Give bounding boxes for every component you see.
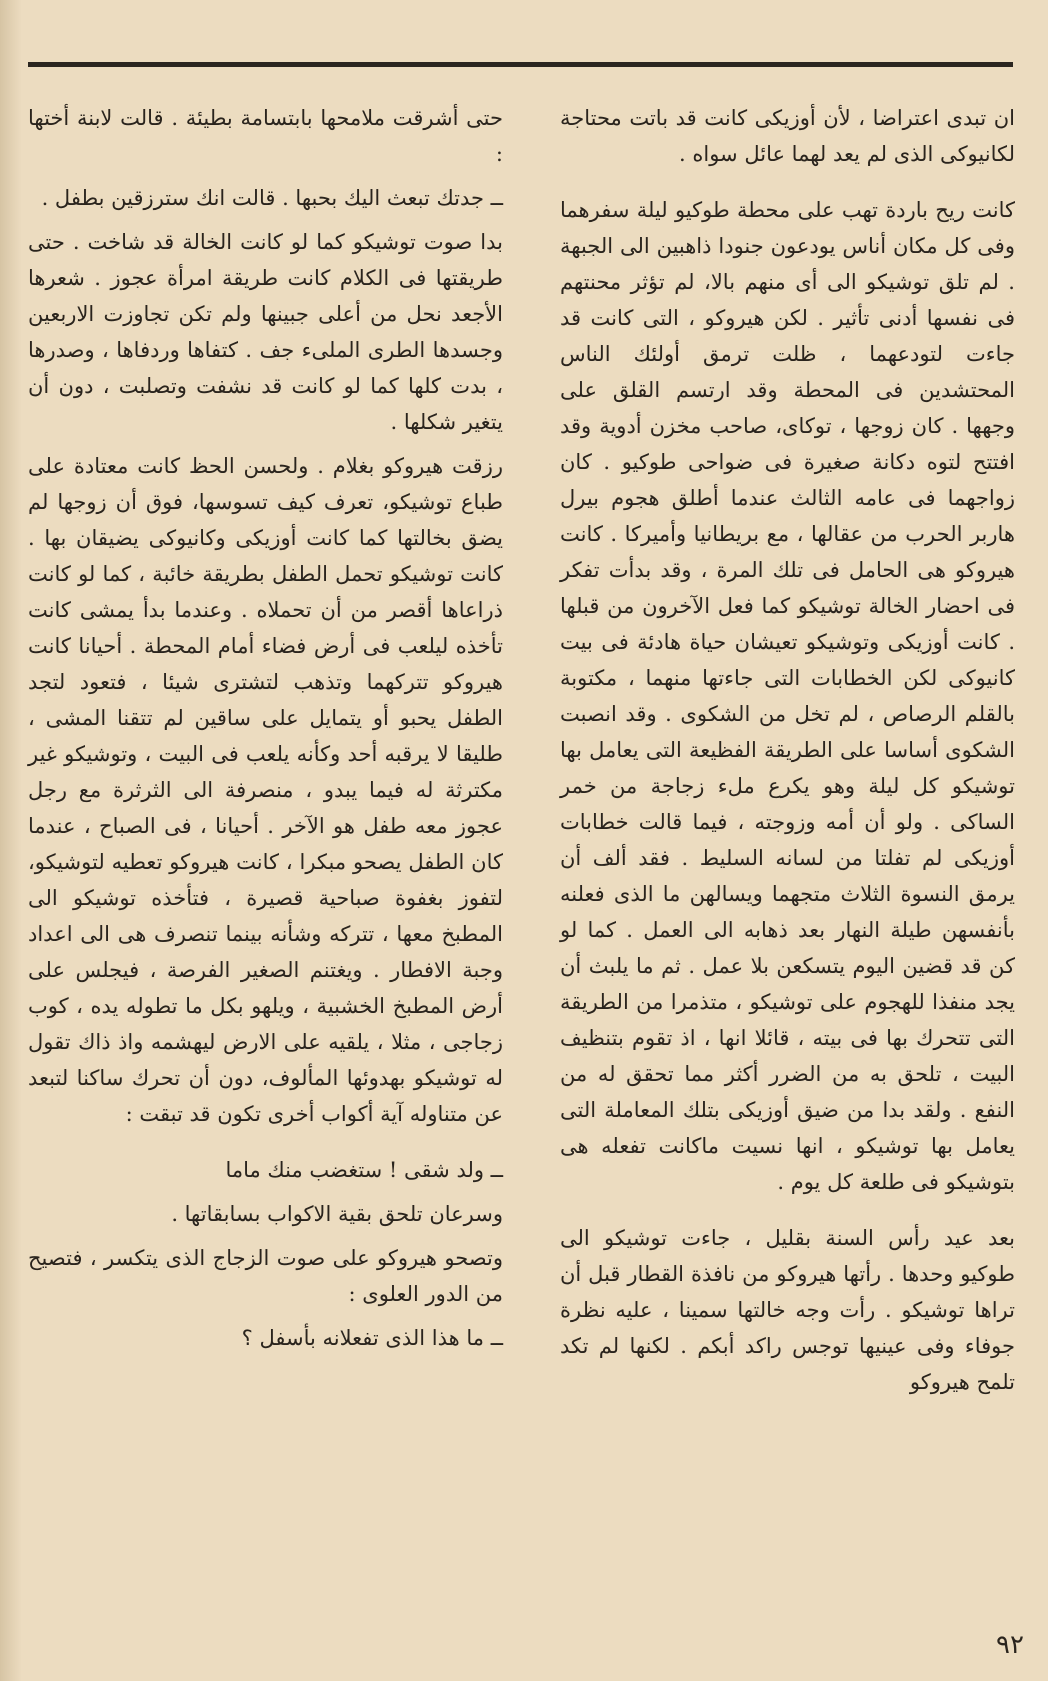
- paragraph: رزقت هيروكو بغلام . ولحسن الحظ كانت معتادة على طباع توشيكو، تعرف كيف تسوسها، فوق أن زوجها لم يضق بخالتها كما كانت أوزيكى وكانيوكى يضيقان بها . كانت توشيكو تحمل الطفل بطريقة خائبة ، كما لو كانت ذراعاها أقصر من أن تحملاه . وعندما بدأ يمشى كانت تأخذه ليلعب فى أرض فضاء أمام المحطة . أحيانا كانت هيروكو تتركهما وتذهب لتشترى شيئا ، فتعود لتجد الطفل يحبو أو يتمايل على ساقين لم تتقنا المشى ، طليقا لا يرقبه أحد وكأنه يلعب فى البيت ، وتوشيكو غير مكترثة له فيما يبدو ، منصرفة الى الثرثرة مع رجل عجوز معه طفل هو الآخر . أحيانا ، فى الصباح ، عندما كان الطفل يصحو مبكرا ، كانت هيروكو تعطيه لتوشيكو، لتفوز بغفوة صباحية قصيرة ، فتأخذه توشيكو الى المطبخ معها ، تتركه وشأنه بينما تنصرف هى الى اعداد وجبة الافطار . ويغتنم الصغير الفرصة ، فيجلس على أرض المطبخ الخشبية ، ويلهو بكل ما تطوله يده ، كوب زجاجى ، مثلا ، يلقيه على الارض ليهشمه واذ ذاك تقول له توشيكو بهدوئها المألوف، دون أن تحرك ساكنا لتبعد عن متناوله آية أكواب أخرى تكون قد تبقت :: [28, 454, 503, 1126]
- binding-shadow: [0, 0, 22, 1681]
- paragraph: كانت ريح باردة تهب على محطة طوكيو ليلة سفرهما وفى كل مكان أناس يودعون جنودا ذاهبين الى الجبهة . لم تلق توشيكو الى أى منهم بالا، لم تؤثر محنتهم فى نفسها أدنى تأثير . لكن هيروكو ، التى كانت قد جاءت لتودعهما ، ظلت ترمق أولئك الناس المحتشدين فى المحطة وقد ارتسم القلق على وجهها . كان زوجها ، توكاى، صاحب مخزن أدوية وقد افتتح لتوه دكانة صغيرة فى ضواحى طوكيو . كان زواجهما فى عامه الثالث عندما أطلق هجوم بيرل هاربر الحرب من عقالها ، مع بريطانيا وأميركا . كانت هيروكو هى الحامل فى تلك المرة ، وقد بدأت تفكر فى احضار الخالة توشيكو كما فعل الآخرون من قبلها . كانت أوزيكى وتوشيكو تعيشان حياة هادئة فى بيت كانيوكى لكن الخطابات التى جاءتها منهما ، مكتوبة بالقلم الرصاص ، لم تخل من الشكوى . وقد انصبت الشكوى أساسا على الطريقة الفظيعة التى يعامل بها توشيكو كل ليلة وهو يكرع ملء زجاجة من خمر الساكى . ولو أن أمه وزوجته ، فيما قالت خطابات أوزيكى لم تفلتا من لسانه السليط . فقد ألف أن يرمق النسوة الثلاث متجهما ويسالهن ما الذى فعلنه بأنفسهن طيلة النهار بعد ذهابه الى العمل . كما لو كن قد قضين اليوم يتسكعن بلا عمل . ثم ما يلبث أن يجد منفذا للهجوم على توشيكو ، متذمرا من الطريقة التى تتحرك بها فى بيته ، قائلا انها ، اذ تقوم بتنظيف البيت ، تلحق به من الضرر أكثر مما تحقق له من النفع . ولقد بدا من ضيق أوزيكى بتلك المعاملة التى يعامل بها توشيكو ، انها نسيت ماكانت تفعله هى بتوشيكو فى طلعة كل يوم .: [560, 198, 1015, 1194]
- page-number: ٩٢: [996, 1630, 1024, 1660]
- paragraph: وتصحو هيروكو على صوت الزجاج الذى يتكسر ، فتصيح من الدور العلوى :: [28, 1246, 503, 1306]
- left-text-column: [28, 100, 503, 1364]
- paragraph: ان تبدى اعتراضا ، لأن أوزيكى كانت قد باتت محتاجة لكانيوكى الذى لم يعد لهما عائل سواه .: [560, 106, 1015, 166]
- header-rule: [28, 62, 1013, 67]
- dialogue-line: ــ ما هذا الذى تفعلانه بأسفل ؟: [241, 1326, 503, 1350]
- dialogue-line: ــ ولد شقى ! ستغضب منك ماما: [225, 1158, 503, 1182]
- dialogue-line: ــ جدتك تبعث اليك بحبها . قالت انك سترزقين بطفل .: [41, 186, 503, 210]
- paragraph: بعد عيد رأس السنة بقليل ، جاءت توشيكو الى طوكيو وحدها . رأتها هيروكو من نافذة القطار قبل أن تراها توشيكو . رأت وجه خالتها سمينا ، عليه نظرة جوفاء وفى عينيها توجس راكد أبكم . لكنها لم تكد تلمح هيروكو: [560, 1226, 1015, 1394]
- paragraph: وسرعان تلحق بقية الاكواب بسابقاتها .: [171, 1202, 503, 1226]
- paragraph: حتى أشرقت ملامحها بابتسامة بطيئة . قالت لابنة أختها :: [28, 106, 503, 166]
- paragraph: بدا صوت توشيكو كما لو كانت الخالة قد شاخت . حتى طريقتها فى الكلام كانت طريقة امرأة عجوز . شعرها الأجعد نحل من أعلى جبينها ولم تكن تجاوزت الاربعين وجسدها الطرى الملىء جف . كتفاها وردفاها ، وصدرها ، بدت كلها كما لو كانت قد نشفت وتصلبت ، دون أن يتغير شكلها .: [28, 230, 503, 434]
- right-text-column: [560, 100, 1015, 1420]
